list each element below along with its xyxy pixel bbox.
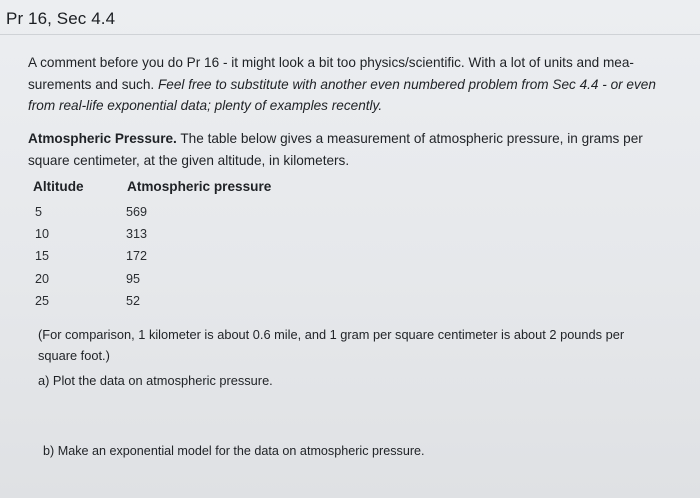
table-cell-pressure: 172 [126,249,148,263]
table-header-altitude: Altitude [33,179,84,194]
table-cell-pressure: 95 [126,272,141,286]
question-a: a) Plot the data on atmospheric pressure. [38,373,273,388]
page-title: Pr 16, Sec 4.4 [6,9,116,28]
table-cell-altitude: 5 [35,205,43,219]
intro-line-2-plain: surements and such. [28,76,158,92]
problem-text-line-1: The table below gives a measurement of atmospheric pressure, in grams per [176,131,643,146]
problem-text-line-2: square centimeter, at the given altitude, in kilometers. [28,152,350,168]
table-cell-pressure: 313 [126,227,148,241]
table-header-pressure: Atmospheric pressure [127,179,272,194]
table-cell-pressure: 569 [126,205,148,219]
intro-paragraph [28,52,668,117]
table-cell-pressure: 52 [126,294,141,308]
table-cell-altitude: 15 [35,249,50,263]
intro-line-1: A comment before you do Pr 16 - it might look a bit too physics/scientific. With a lot of units and mea- [28,55,634,70]
intro-line-2-italic: Feel free to substitute with another even numbered problem from Sec 4.4 - or even [157,76,656,92]
note-line-2: square foot.) [38,348,110,363]
table-cell-altitude: 10 [35,227,50,241]
table-cell-altitude: 25 [35,294,50,308]
intro-line-3-italic: from real-life exponential data; plenty of examples recently. [28,98,383,113]
problem-title: Atmospheric Pressure. [28,131,177,146]
problem-statement [28,128,668,171]
table-cell-altitude: 20 [35,272,50,286]
question-b: b) Make an exponential model for the data on atmospheric pressure. [43,444,425,458]
comparison-note [38,324,668,366]
note-line-1: (For comparison, 1 kilometer is about 0.6 mile, and 1 gram per square centimeter is about 2 pounds per [38,327,625,342]
page-header [0,0,700,35]
